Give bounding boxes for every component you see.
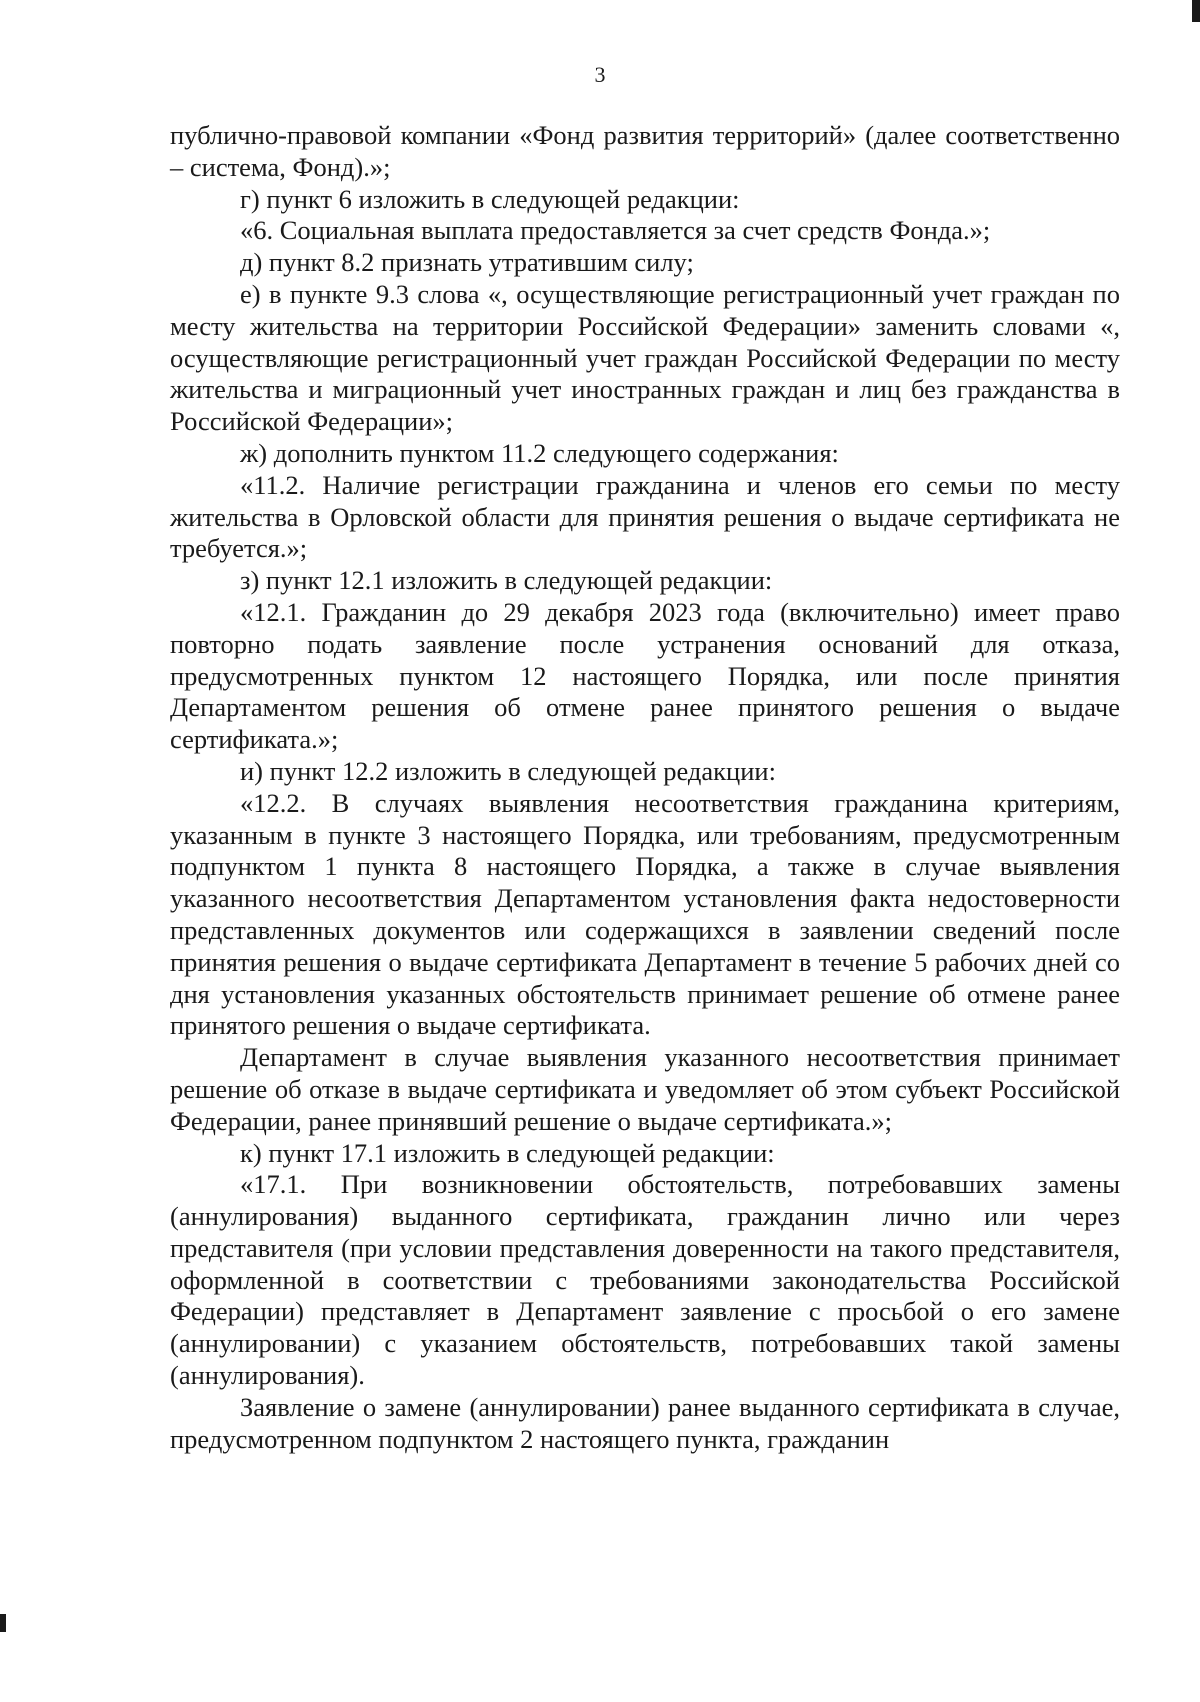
paragraph-continuation: публично-правовой компании «Фонд развития территорий» (далее соответственно – система, Фонд).»;	[170, 120, 1120, 182]
paragraph-quote-12-2: «12.2. В случаях выявления несоответствия гражданина критериям, указанным в пункте 3 настоящего Порядка, или требованиям, предусмотренным подпунктом 1 пункта 8 настоящего Порядка, а также в случае выявления указанного несоответствия Департаментом установления факта недостоверности представленных документов или содержащихся в заявлении сведений после принятия решения о выдаче сертификата Департамент в течение 5 рабочих дней со дня установления указанных обстоятельств принимает решение об отмене ранее принятого решения о выдаче сертификата.	[170, 787, 1120, 1041]
paragraph-item-g: г) пункт 6 изложить в следующей редакции:	[240, 183, 740, 214]
paragraph-department-refusal: Департамент в случае выявления указанного несоответствия принимает решение об отказе в выдаче сертификата и уведомляет об этом субъект Российской Федерации, ранее принявший решение о выдаче сертификата.»;	[170, 1042, 1120, 1136]
paragraph-item-i: и) пункт 12.2 изложить в следующей редакции:	[240, 755, 776, 786]
scan-corner-mark	[1192, 0, 1200, 22]
paragraph-quote-11-2: «11.2. Наличие регистрации гражданина и членов его семьи по месту жительства в Орловской области для принятия решения о выдаче сертификата не требуется.»;	[170, 469, 1120, 564]
paragraph-item-k: к) пункт 17.1 изложить в следующей редакции:	[240, 1137, 775, 1168]
paragraph-item-z: з) пункт 12.1 изложить в следующей редакции:	[240, 565, 773, 596]
document-body	[170, 120, 1120, 1455]
scan-edge-mark	[0, 1614, 6, 1632]
paragraph-application-replacement: Заявление о замене (аннулировании) ранее выданного сертификата в случае, предусмотренном подпунктом 2 настоящего пункта, гражданин	[170, 1391, 1120, 1454]
paragraph-quote-6: «6. Социальная выплата предоставляется за счет средств Фонда.»;	[240, 215, 991, 246]
paragraph-item-e: е) в пункте 9.3 слова «, осуществляющие регистрационный учет граждан по месту жительства на территории Российской Федерации» заменить словами «, осуществляющие регистрационный учет граждан Российской Федерации по месту жительства и миграционный учет иностранных граждан и лиц без гражданства в Российской Федерации»;	[170, 278, 1120, 437]
page-number: 3	[594, 62, 606, 87]
paragraph-quote-12-1: «12.1. Гражданин до 29 декабря 2023 года (включительно) имеет право повторно подать заявление после устранения оснований для отказа, предусмотренных пунктом 12 настоящего Порядка, или после принятия Департаментом решения об отмене ранее принятого решения о выдаче сертификата.»;	[170, 596, 1120, 755]
paragraph-quote-17-1: «17.1. При возникновении обстоятельств, потребовавших замены (аннулирования) выданного сертификата, гражданин лично или через представителя (при условии представления доверенности на такого представителя, оформленной в соответствии с требованиями законодательства Российской Федерации) представляет в Департамент заявление с просьбой о его замене (аннулировании) с указанием обстоятельств, потребовавших такой замены (аннулирования).	[170, 1169, 1120, 1391]
paragraph-item-d: д) пункт 8.2 признать утратившим силу;	[240, 247, 694, 278]
paragraph-item-zh: ж) дополнить пунктом 11.2 следующего содержания:	[240, 437, 839, 468]
